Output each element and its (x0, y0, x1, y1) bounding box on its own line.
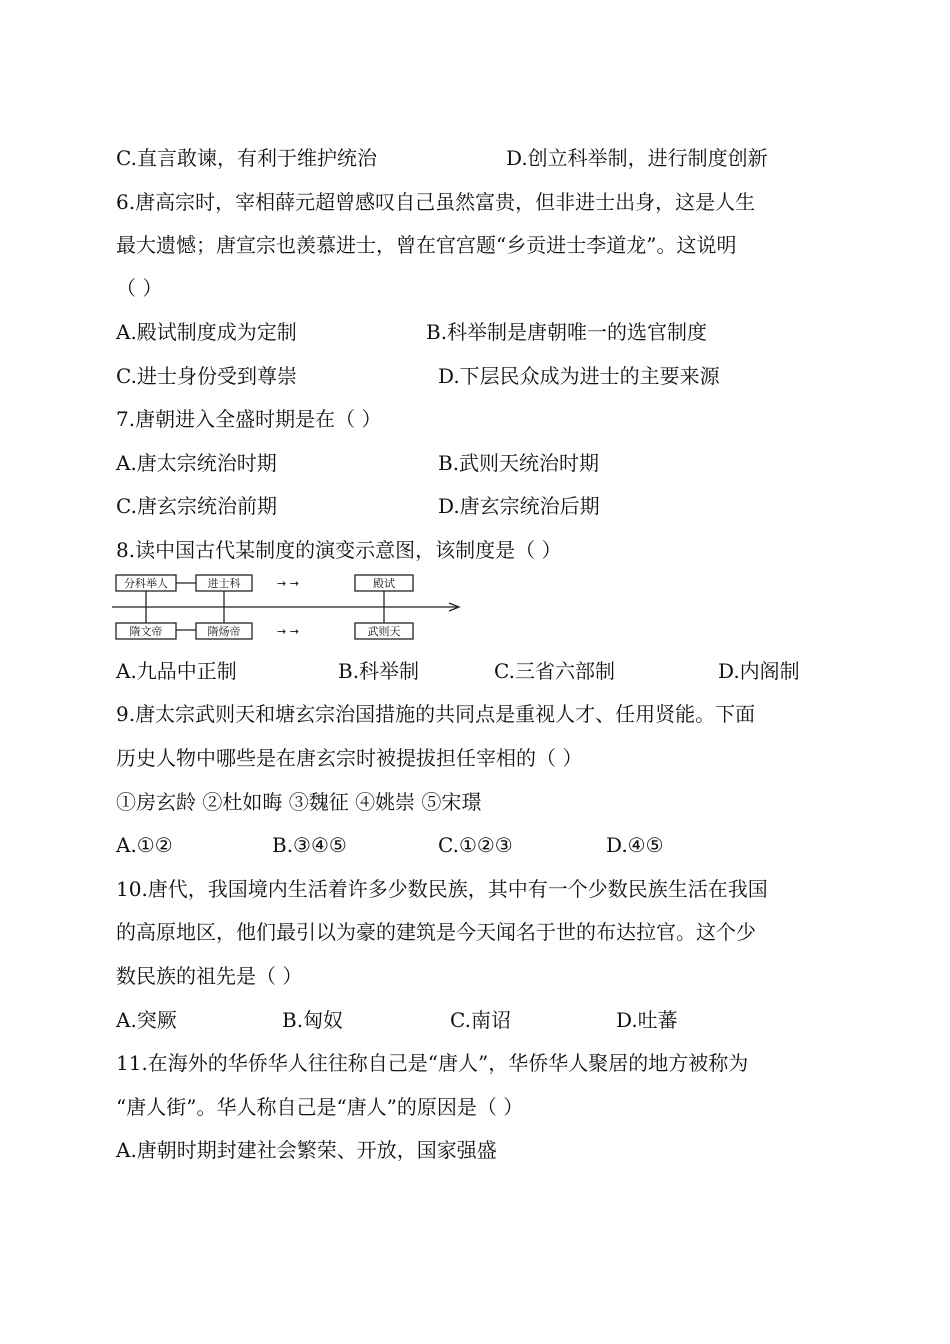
q9-items: ①房玄龄 ②杜如晦 ③魏征 ④姚崇 ⑤宋璟 (116, 790, 482, 814)
q10-stem-line-3: 数民族的祖先是（ ） (116, 964, 303, 988)
q5-option-d: D.创立科举制，进行制度创新 (506, 146, 768, 170)
q7-option-b: B.武则天统治时期 (438, 451, 600, 475)
q5-option-c: C.直言敢谏，有利于维护统治 (116, 146, 377, 170)
q6-option-d: D.下层民众成为进士的主要来源 (438, 364, 720, 388)
box-top-3-label: 殿试 (373, 577, 395, 590)
q11-stem-line-2: “唐人街”。华人称自己是“唐人”的原因是（ ） (116, 1095, 524, 1119)
q8-option-a: A.九品中正制 (116, 659, 237, 683)
q7-option-c: C.唐玄宗统治前期 (116, 494, 277, 518)
box-bottom-1-label: 隋文帝 (129, 625, 163, 638)
box-top-1-label: 分科举人 (124, 577, 168, 590)
q7-stem: 7.唐朝进入全盛时期是在（ ） (116, 407, 382, 431)
q8-option-b: B.科举制 (338, 659, 420, 683)
system-evolution-diagram (112, 574, 472, 646)
q8-option-c: C.三省六部制 (494, 659, 615, 683)
q7-option-a: A.唐太宗统治时期 (116, 451, 277, 475)
q8-stem: 8.读中国古代某制度的演变示意图，该制度是（ ） (116, 538, 562, 562)
q10-stem-line-1: 10.唐代，我国境内生活着许多少数民族，其中有一个少数民族生活在我国 (116, 877, 768, 901)
box-top-2-label: 进士科 (207, 577, 241, 590)
q9-option-b: B.③④⑤ (272, 833, 347, 857)
q9-stem-line-1: 9.唐太宗武则天和塘玄宗治国措施的共同点是重视人才、任用贤能。下面 (116, 702, 756, 726)
q6-option-a: A.殿试制度成为定制 (116, 320, 297, 344)
q6-option-b: B.科举制是唐朝唯一的选官制度 (426, 320, 708, 344)
q9-stem-line-2: 历史人物中哪些是在唐玄宗时被提拔担任宰相的（ ） (116, 746, 583, 770)
q9-option-c: C.①②③ (438, 833, 513, 857)
arrows-bottom: → → (277, 625, 299, 638)
arrows-top: → → (277, 577, 299, 590)
q9-option-a: A.①② (116, 833, 173, 857)
q6-stem-line-2: 最大遗憾；唐宣宗也羡慕进士，曾在官宫题“乡贡进士李道龙”。这说明 (116, 233, 737, 257)
q8-option-d: D.内阁制 (718, 659, 800, 683)
q7-option-d: D.唐玄宗统治后期 (438, 494, 600, 518)
q10-option-b: B.匈奴 (282, 1008, 344, 1032)
q6-option-c: C.进士身份受到尊崇 (116, 364, 297, 388)
q10-stem-line-2: 的高原地区，他们最引以为豪的建筑是今天闻名于世的布达拉官。这个少 (116, 920, 756, 944)
q10-option-a: A.突厥 (116, 1008, 177, 1032)
q6-answer-blank: （ ） (116, 276, 163, 300)
q11-stem-line-1: 11.在海外的华侨华人往往称自己是“唐人”，华侨华人聚居的地方被称为 (116, 1051, 749, 1075)
q10-option-d: D.吐蕃 (616, 1008, 678, 1032)
q9-option-d: D.④⑤ (606, 833, 664, 857)
q11-option-a: A.唐朝时期封建社会繁荣、开放，国家强盛 (116, 1138, 497, 1162)
q6-stem-line-1: 6.唐高宗时，宰相薛元超曾感叹自己虽然富贵，但非进士出身，这是人生 (116, 190, 756, 214)
box-bottom-3-label: 武则天 (367, 625, 401, 638)
box-bottom-2-label: 隋炀帝 (207, 625, 241, 638)
q10-option-c: C.南诏 (450, 1008, 511, 1032)
